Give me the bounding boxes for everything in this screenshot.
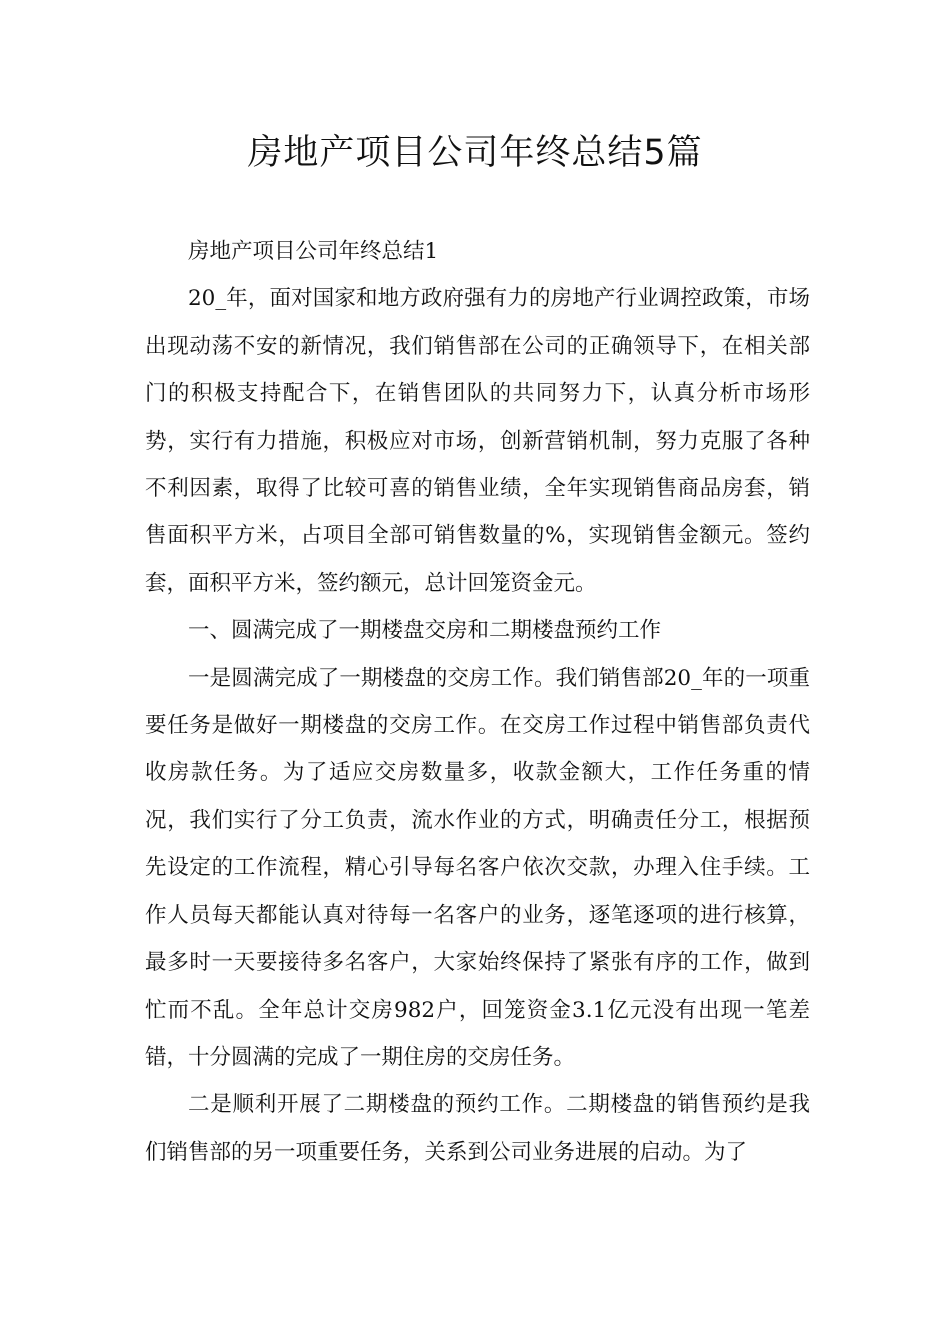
paragraph-reservation: 二是顺利开展了二期楼盘的预约工作。二期楼盘的销售预约是我们销售部的另一项重要任务，关系到公司业务进展的启动。为了 xyxy=(145,1092,810,1165)
document-title: 房地产项目公司年终总结5篇 xyxy=(247,133,703,173)
subsection-heading-1: 一、圆满完成了一期楼盘交房和二期楼盘预约工作 xyxy=(188,618,662,644)
paragraph-intro: 20_年，面对国家和地方政府强有力的房地产行业调控政策，市场出现动荡不安的新情况，我们销售部在公司的正确领导下，在相关部门的积极支持配合下，在销售团队的共同努力下，认真分析市场形势，实行有力措施，积极应对市场，创新营销机制，努力克服了各种不利因素，取得了比较可喜的销售业绩，全年实现销售商品房套，销售面积平方米，占项目全部可销售数量的%，实现销售金额元。签约套，面积平方米，签约额元，总计回笼资金元。 xyxy=(145,286,810,596)
document-body xyxy=(145,228,810,1176)
paragraph-handover: 一是圆满完成了一期楼盘的交房工作。我们销售部20_年的一项重要任务是做好一期楼盘的交房工作。在交房工作过程中销售部负责代收房款任务。为了适应交房数量多，收款金额大，工作任务重的情况，我们实行了分工负责，流水作业的方式，明确责任分工，根据预先设定的工作流程，精心引导每名客户依次交款，办理入住手续。工作人员每天都能认真对待每一名客户的业务，逐笔逐项的进行核算，最多时一天要接待多名客户，大家始终保持了紧张有序的工作，做到忙而不乱。全年总计交房982户，回笼资金3.1亿元没有出现一笔差错，十分圆满的完成了一期住房的交房任务。 xyxy=(145,665,810,1070)
section-heading-1: 房地产项目公司年终总结1 xyxy=(188,239,439,264)
